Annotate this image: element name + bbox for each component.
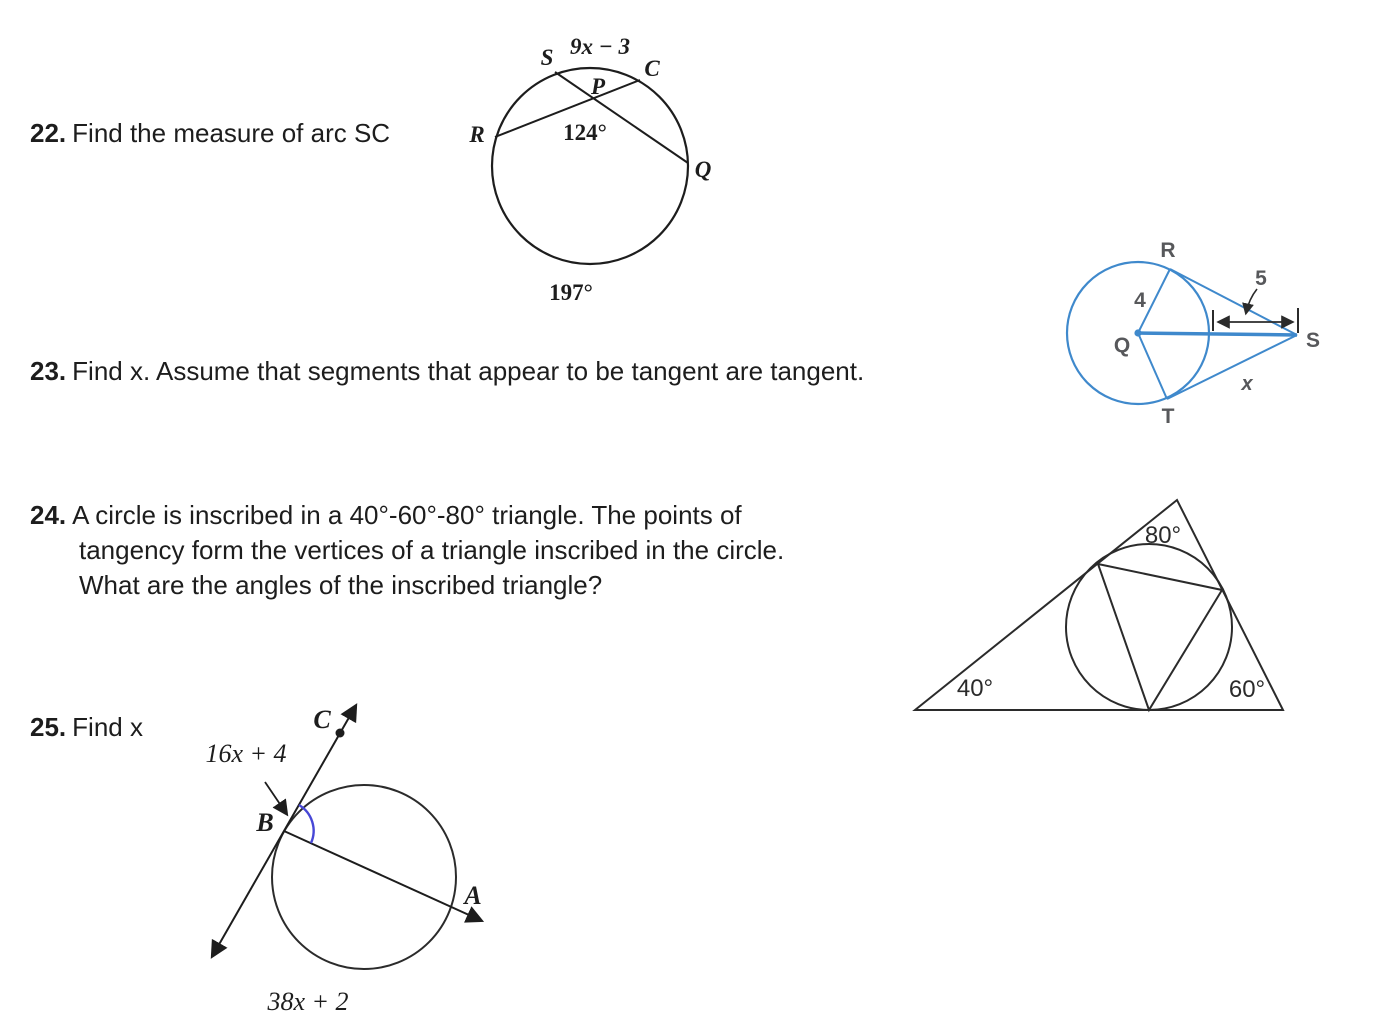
problem-22-number: 22.: [30, 118, 67, 148]
problem-24-statement-line2: tangency form the vertices of a triangle inscribed in the circle.: [79, 535, 785, 565]
problem-25-diagram: [190, 700, 510, 1025]
label-segment-5: 5: [1255, 267, 1267, 290]
tangent-TS: [1167, 335, 1297, 399]
label-Q: Q: [1113, 334, 1131, 357]
problem-24-text-line2: [79, 534, 784, 567]
label-arc-197: 197°: [549, 280, 593, 305]
problem-24-text-line1: [30, 499, 742, 532]
problem-22-text: [30, 117, 390, 150]
problem-23-diagram: [1055, 235, 1355, 435]
label-R: R: [469, 122, 485, 147]
label-C: C: [644, 56, 660, 81]
segment-QS: [1138, 333, 1297, 335]
label-C: C: [313, 705, 331, 734]
label-angle-40: 40°: [956, 675, 994, 702]
inscribed-circle: [1066, 544, 1232, 710]
label-expr-38x-plus-2: 38x + 2: [267, 987, 349, 1016]
label-angle-60: 60°: [1228, 676, 1266, 703]
problem-24-number: 24.: [30, 500, 67, 530]
label-R: R: [1160, 239, 1176, 262]
problem-25-number: 25.: [30, 712, 67, 742]
center-point-Q: [1134, 329, 1141, 336]
label-P: P: [590, 74, 606, 99]
label-expr-16x-plus-4: 16x + 4: [205, 739, 287, 768]
inscribed-triangle: [1098, 564, 1222, 710]
problem-23-statement: Find x. Assume that segments that appear to be tangent are tangent.: [72, 356, 865, 386]
label-arc-SC-expression: 9x − 3: [570, 34, 630, 59]
problem-25-statement: Find x: [72, 712, 143, 742]
problem-24-text-line3: [79, 569, 602, 602]
label-B: B: [256, 808, 274, 837]
tangent-RS: [1170, 269, 1297, 335]
point-dot-C: [336, 729, 345, 738]
problem-24-statement-line3: What are the angles of the inscribed triangle?: [79, 570, 603, 600]
problem-24-statement-line1: A circle is inscribed in a 40°-60°-80° triangle. The points of: [72, 500, 742, 530]
leader-line-5: [1246, 289, 1257, 313]
label-angle-124: 124°: [563, 120, 607, 145]
label-angle-80: 80°: [1144, 522, 1182, 549]
problem-23-text: [30, 355, 864, 388]
label-S: S: [540, 45, 554, 70]
circle-25: [272, 785, 456, 969]
label-radius-4: 4: [1134, 289, 1146, 312]
label-Q: Q: [694, 157, 712, 182]
label-T: T: [1161, 405, 1175, 428]
problem-22-diagram: [440, 15, 740, 315]
label-S: S: [1305, 329, 1321, 352]
label-tangent-x: x: [1241, 373, 1253, 395]
label-A: A: [464, 881, 482, 910]
problem-25-text: [30, 711, 143, 744]
chord-SQ: [555, 72, 688, 163]
problem-22-statement: Find the measure of arc SC: [72, 118, 391, 148]
radius-QT: [1138, 333, 1167, 399]
problem-24-diagram: [895, 492, 1295, 718]
problem-23-number: 23.: [30, 356, 67, 386]
